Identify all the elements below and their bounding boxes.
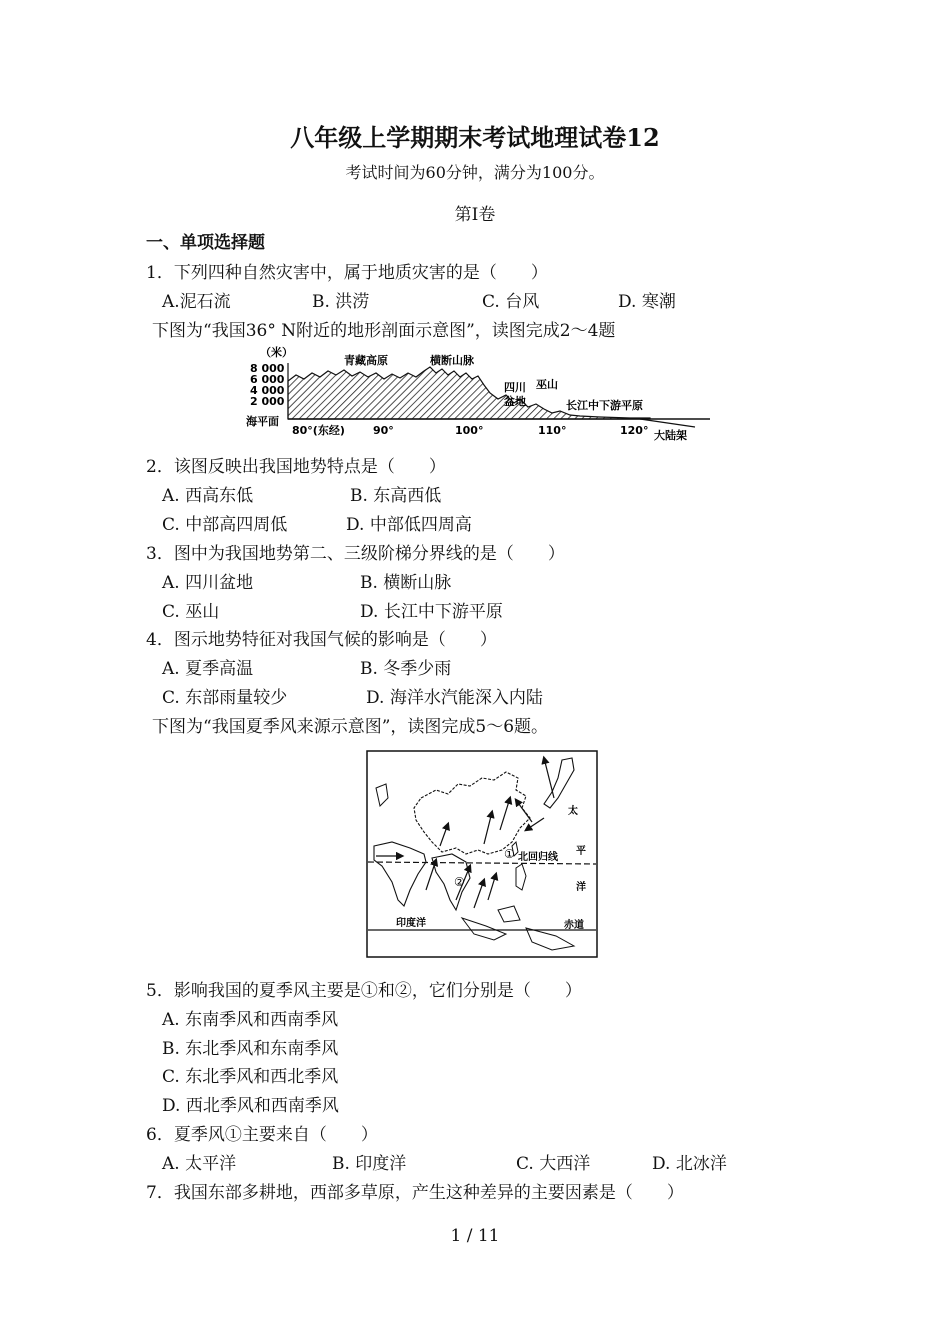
label-equator: 赤道 (564, 920, 584, 931)
question-1-stem: 1．下列四种自然灾害中，属于地质灾害的是（ ） (146, 263, 548, 283)
q3-option-d: D. 长江中下游平原 (360, 602, 503, 622)
q6-option-a: A. 太平洋 (162, 1154, 237, 1174)
q3-option-c: C. 巫山 (162, 602, 220, 622)
terrain-profile-figure (240, 343, 720, 443)
q3-option-a: A. 四川盆地 (162, 573, 254, 593)
label-hengduan-mountains: 横断山脉 (430, 354, 474, 367)
page-title: 八年级上学期期末考试地理试卷12 (290, 123, 660, 152)
section-heading: 一、单项选择题 (146, 233, 265, 253)
q1-option-d: D. 寒潮 (618, 292, 676, 312)
question-2-stem: 2．该图反映出我国地势特点是（ ） (146, 457, 446, 477)
label-pacific-2: 平 (576, 846, 586, 857)
question-4-stem: 4．图示地势特征对我国气候的影响是（ ） (146, 630, 497, 650)
q1-option-a: A.泥石流 (162, 292, 231, 312)
figure2-intro: 下图为“我国夏季风来源示意图”，读图完成5～6题。 (152, 717, 549, 737)
question-3-stem: 3．图中为我国地势第二、三级阶梯分界线的是（ ） (146, 544, 565, 564)
q4-option-b: B. 冬季少雨 (360, 659, 452, 679)
exam-info: 考试时间为60分钟，满分为100分。 (345, 163, 605, 182)
q2-option-c: C. 中部高四周低 (162, 515, 288, 535)
q1-option-b: B. 洪涝 (312, 292, 370, 312)
y-tick-8000: 8 000 (250, 362, 285, 375)
q2-option-a: A. 西高东低 (162, 486, 254, 506)
q3-option-b: B. 横断山脉 (360, 573, 452, 593)
label-indian-ocean: 印度洋 (396, 918, 426, 929)
volume-label: 第Ⅰ卷 (454, 205, 496, 225)
label-wushan: 巫山 (536, 378, 558, 391)
q6-option-b: B. 印度洋 (332, 1154, 407, 1174)
q5-option-b: B. 东北季风和东南季风 (162, 1039, 339, 1059)
q2-option-b: B. 东高西低 (350, 486, 442, 506)
x-tick-90: 90° (373, 424, 394, 437)
q2-option-d: D. 中部低四周高 (346, 515, 472, 535)
q5-option-a: A. 东南季风和西南季风 (162, 1010, 339, 1030)
label-pacific-1: 太 (568, 806, 578, 817)
sea-level-label: 海平面 (246, 415, 279, 428)
question-5-stem: 5．影响我国的夏季风主要是①和②，它们分别是（ ） (146, 981, 582, 1001)
y-unit-label: （米） (260, 346, 293, 359)
q1-option-c: C. 台风 (482, 292, 540, 312)
y-tick-4000: 4 000 (250, 384, 285, 397)
x-tick-100: 100° (455, 424, 484, 437)
label-continental-shelf: 大陆架 (654, 429, 687, 442)
q4-option-d: D. 海洋水汽能深入内陆 (366, 688, 543, 708)
label-monsoon-2: ② (454, 875, 465, 889)
question-7-stem: 7．我国东部多耕地，西部多草原，产生这种差异的主要因素是（ ） (146, 1183, 684, 1203)
q4-option-a: A. 夏季高温 (162, 659, 254, 679)
y-tick-2000: 2 000 (250, 395, 285, 408)
label-sichuan-1: 四川 (504, 381, 526, 394)
q5-option-d: D. 西北季风和西南季风 (162, 1096, 339, 1116)
q6-option-d: D. 北冰洋 (652, 1154, 727, 1174)
question-6-stem: 6．夏季风①主要来自（ ） (146, 1125, 378, 1145)
label-qinghai-tibet-plateau: 青藏高原 (344, 354, 388, 367)
page-number: 1 / 11 (450, 1226, 500, 1246)
label-tropic-of-cancer: 北回归线 (518, 852, 558, 863)
figure1-intro: 下图为“我国36° N附近的地形剖面示意图”，读图完成2～4题 (152, 321, 616, 341)
x-tick-80: 80°(东经) (292, 424, 345, 437)
q5-option-c: C. 东北季风和西北季风 (162, 1067, 339, 1087)
label-yangtze-plain: 长江中下游平原 (566, 399, 643, 412)
label-sichuan-2: 盆地 (504, 395, 526, 408)
q4-option-c: C. 东部雨量较少 (162, 688, 288, 708)
y-tick-6000: 6 000 (250, 373, 285, 386)
x-tick-120: 120° (620, 424, 649, 437)
label-pacific-3: 洋 (576, 882, 586, 893)
summer-monsoon-map (366, 750, 598, 958)
x-tick-110: 110° (538, 424, 567, 437)
q6-option-c: C. 大西洋 (516, 1154, 591, 1174)
label-monsoon-1: ① (504, 847, 515, 861)
